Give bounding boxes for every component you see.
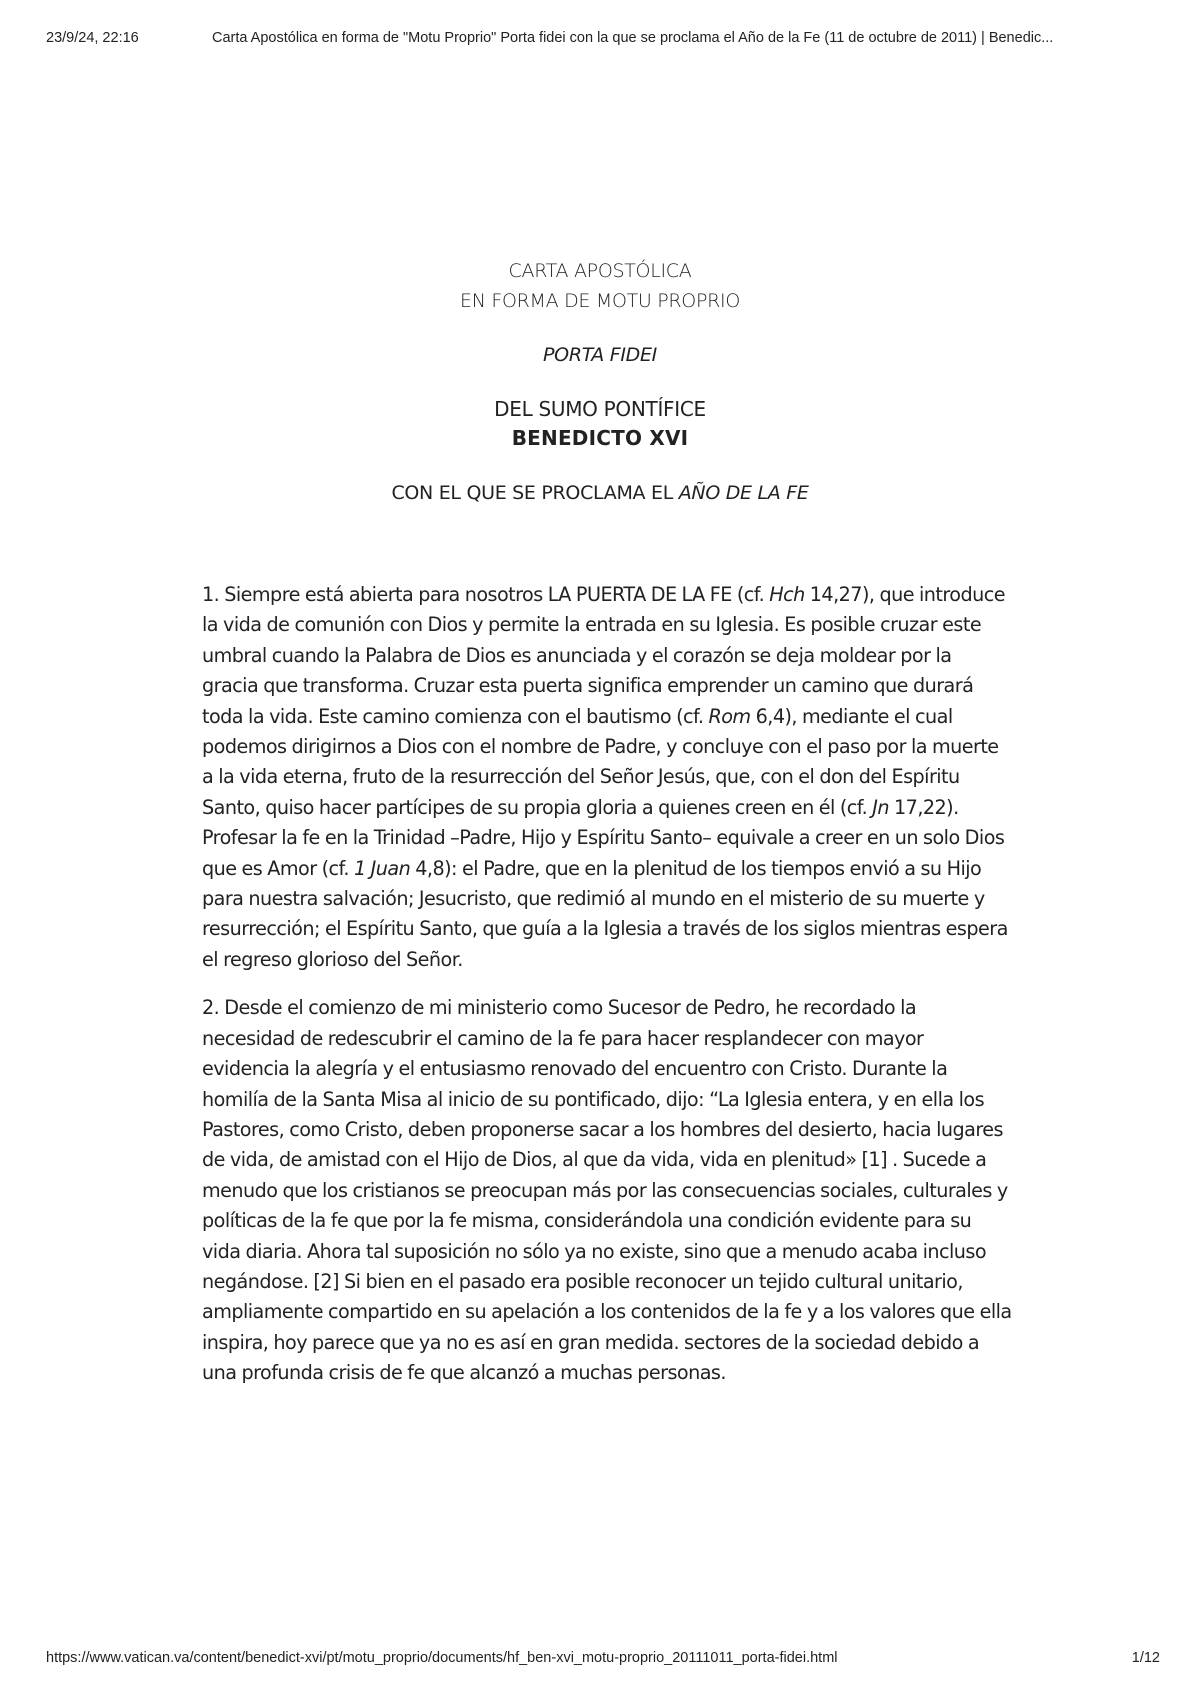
paragraph-1-text-a: 1. Siempre está abierta para nosotros LA PUERTA DE LA FE (cf.	[202, 583, 770, 606]
paragraph-1-text-c: 6,4), mediante el cual podemos dirigirnos a Dios con el nombre de Padre, y concluye con el paso por la muerte a la vida eterna, fruto de la resurrección del Señor Jesús, que, con el don del Espíritu Santo, quiso hacer partícipes de su propia gloria a quienes creen en él (cf.	[202, 704, 999, 819]
title-carta-apostolica: CARTA APOSTÓLICA	[508, 260, 692, 282]
proclama-prefix: CON EL QUE SE PROCLAMA EL	[391, 482, 679, 504]
title-sumo-pontifice: DEL SUMO PONTÍFICE	[494, 397, 706, 421]
title-motu-proprio: EN FORMA DE MOTU PROPRIO	[460, 290, 740, 312]
title-porta-fidei: PORTA FIDEI	[543, 344, 657, 366]
page-number: 1/12	[1131, 1650, 1160, 1666]
ref-jn: Jn	[872, 795, 889, 819]
print-document-title: Carta Apostólica en forma de "Motu Proprio" Porta fidei con la que se proclama el Año de la Fe (11 de octubre de 2011) | Benedic...	[212, 30, 1054, 46]
ref-1-juan: 1 Juan	[353, 856, 411, 880]
paragraph-1-text-b: 14,27), que introduce la vida de comunión con Dios y permite la entrada en su Iglesia. Es posible cruzar este umbral cuando la Palabra de Dios es anunciada y el corazón se deja moldear por la gracia que transforma. Cruzar esta puerta significa emprender un camino que durará toda la vida. Este camino comienza con el bautismo (cf.	[202, 583, 1005, 728]
paragraph-1-text-e: 4,8): el Padre, que en la plenitud de los tiempos envió a su Hijo para nuestra salvación; Jesucristo, que redimió al mundo en el misterio de su muerte y resurrección; el Espíritu Santo, que guía a la Iglesia a través de los siglos mientras espera el regreso glorioso del Señor.	[202, 856, 1008, 971]
paragraph-2: 2. Desde el comienzo de mi ministerio como Sucesor de Pedro, he recordado la necesidad de redescubrir el camino de la fe para hacer resplandecer con mayor evidencia la alegría y el entusiasmo renovado del encuentro con Cristo. Durante la homilía de la Santa Misa al inicio de su pontificado, dijo: “La Iglesia entera, y en ella los Pastores, como Cristo, deben proponerse sacar a los hombres del desierto, hacia lugares de vida, de amistad con el Hijo de Dios, al que da vida, vida en plenitud» [1] . Sucede a menudo que los cristianos se preocupan más por las consecuencias sociales, culturales y políticas de la fe que por la fe misma, considerándola una condición evidente para su vida diaria. Ahora tal suposición no sólo ya no existe, sino que a menudo acaba incluso negándose. [2] Si bien en el pasado era posible reconocer un tejido cultural unitario, ampliamente compartido en su apelación a los contenidos de la fe y a los valores que ella inspira, hoy parece que ya no es así en gran medida. sectores de la sociedad debido a una profunda crisis de fe que alcanzó a muchas personas.	[202, 996, 1012, 1385]
print-url: https://www.vatican.va/content/benedict-xvi/pt/motu_proprio/documents/hf_ben-xvi_motu-proprio_20111011_porta-fidei.html	[46, 1650, 838, 1666]
title-benedicto-xvi: BENEDICTO XVI	[511, 426, 689, 450]
ref-rom: Rom	[708, 704, 751, 728]
ref-hch: Hch	[769, 583, 805, 606]
paragraph-1-text-d: 17,22). Profesar la fe en la Trinidad –Padre, Hijo y Espíritu Santo– equivale a creer en un solo Dios que es Amor (cf.	[202, 795, 1005, 880]
proclama-ano-de-la-fe: AÑO DE LA FE	[678, 482, 809, 504]
paragraph-1	[202, 580, 1012, 975]
title-proclama	[0, 478, 1200, 508]
title-block	[0, 256, 1200, 508]
document-body	[202, 580, 1012, 1407]
print-datetime: 23/9/24, 22:16	[46, 30, 139, 46]
